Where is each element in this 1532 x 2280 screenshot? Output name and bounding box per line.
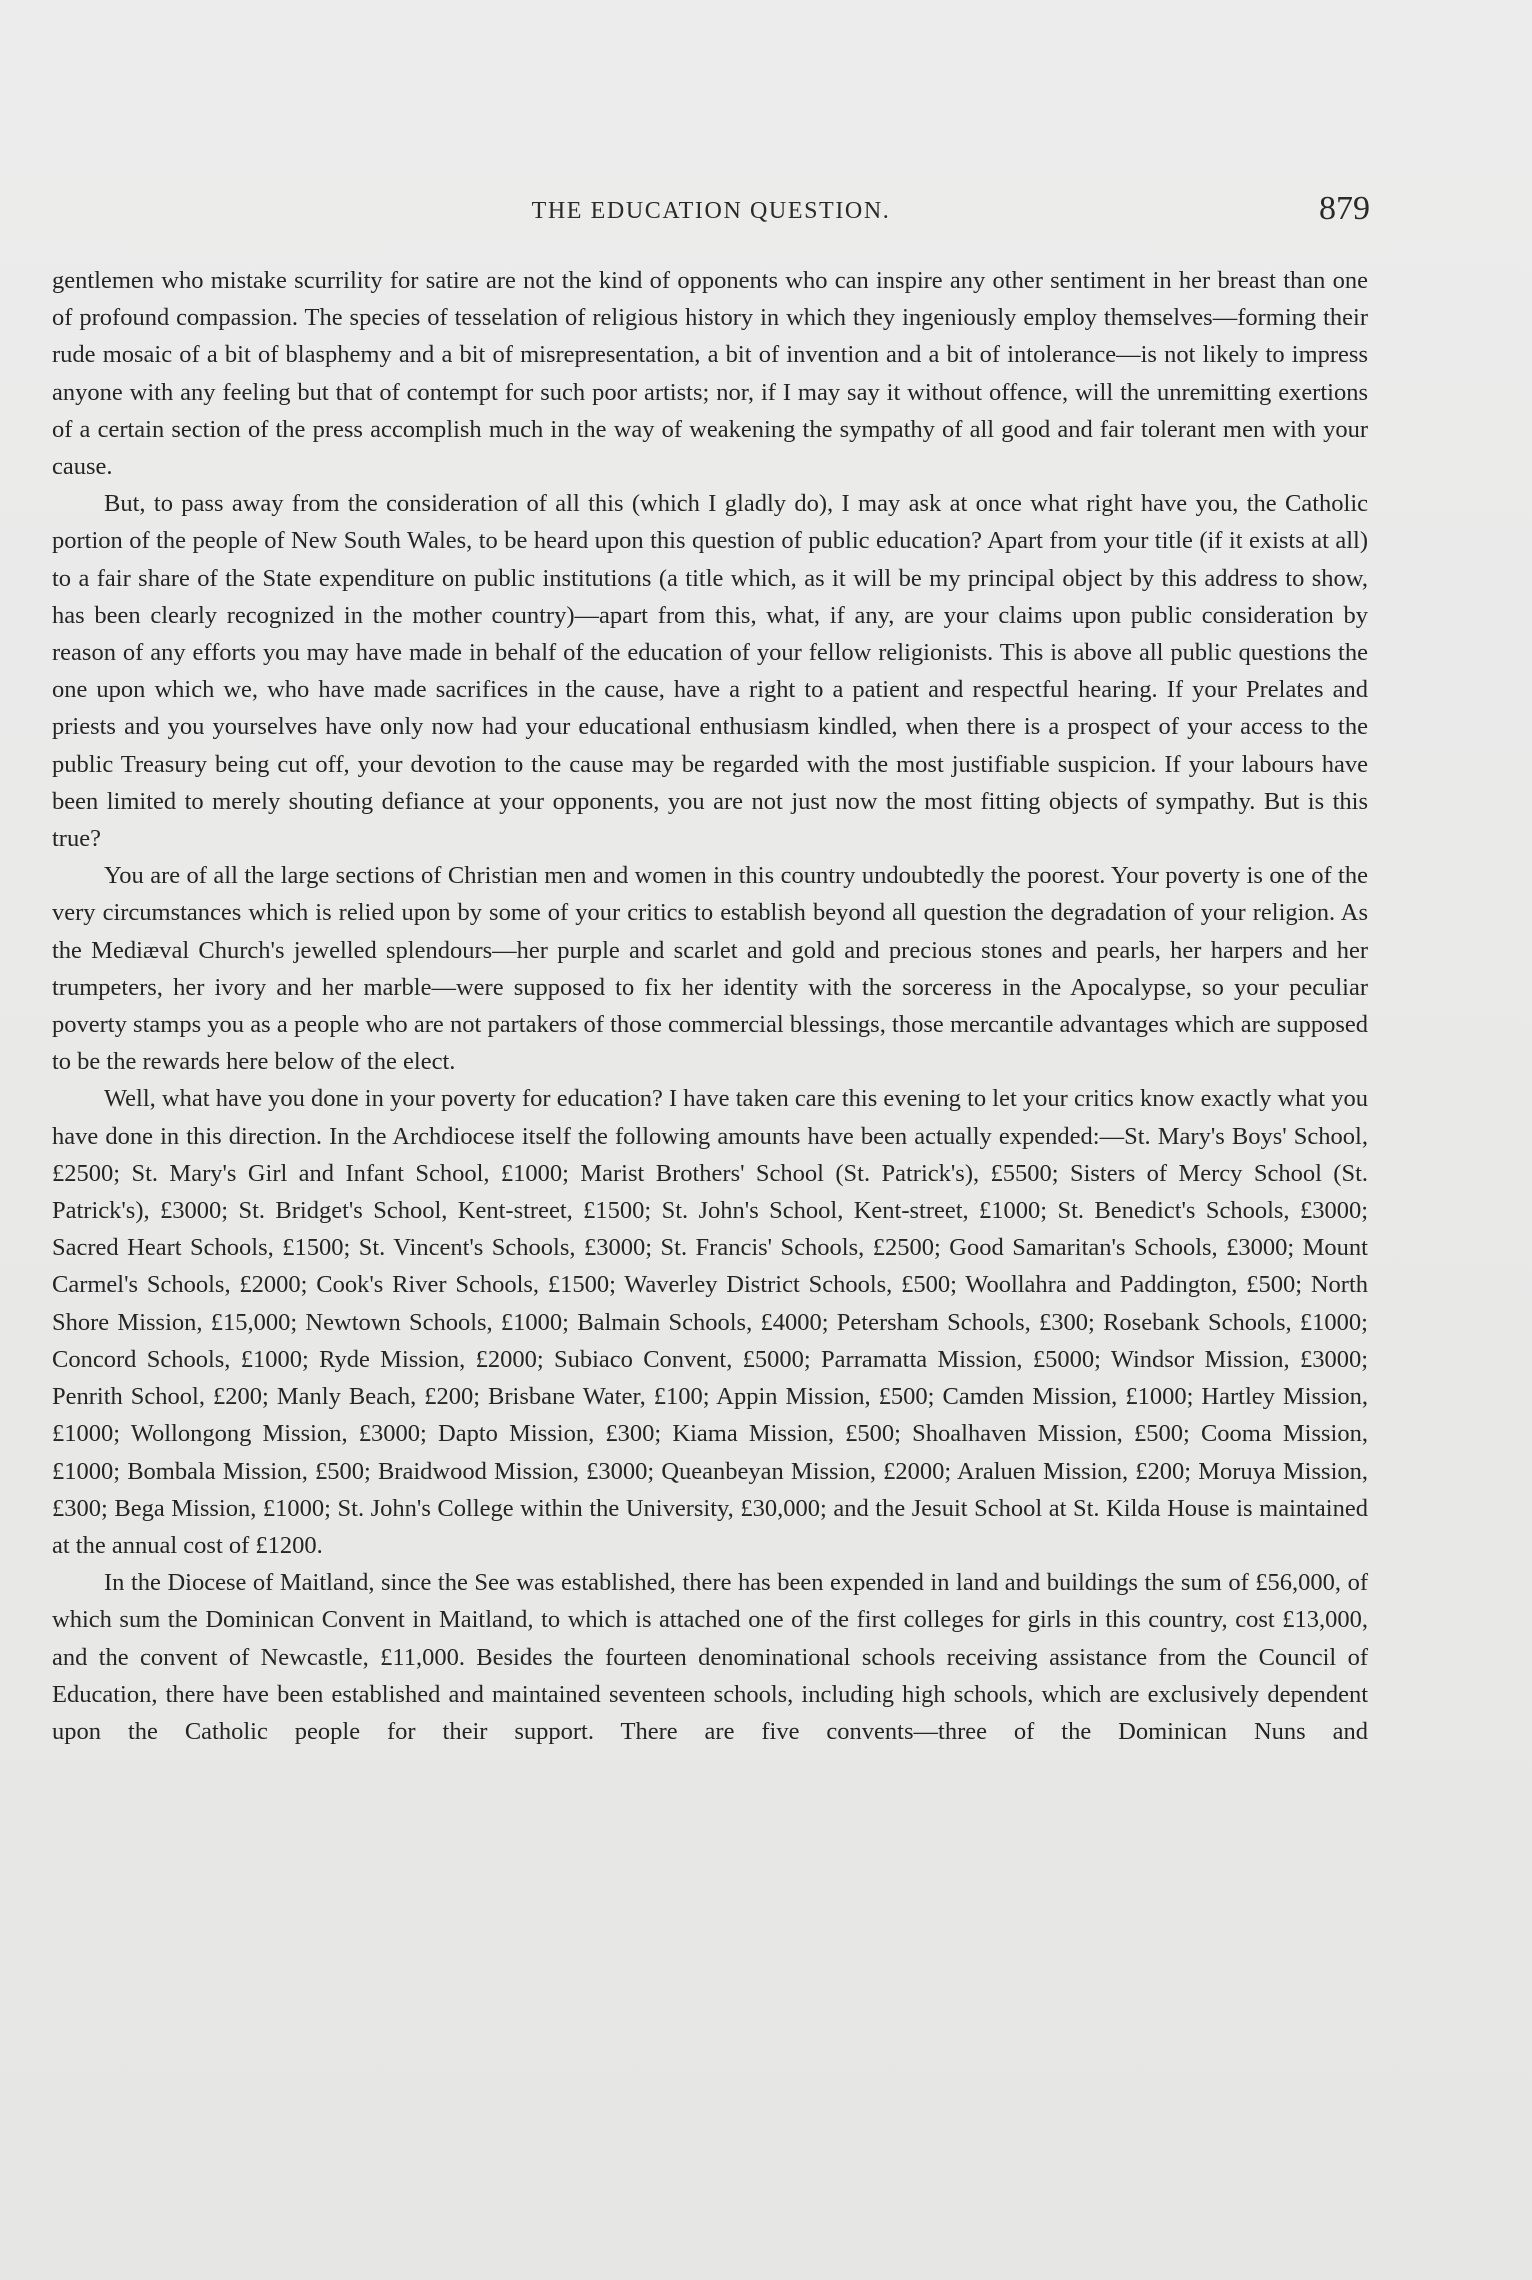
body-text [52,262,1368,1750]
running-head [52,190,1370,234]
paragraph: But, to pass away from the consideration of all this (which I gladly do), I may ask at once what right have you, the Catholic portion of the people of New South Wales, to be heard upon this question of public education? Apart from your title (if it exists at all) to a fair share of the State expenditure on public institutions (a title which, as it will be my principal object by this address to show, has been clearly recognized in the mother country)—apart from this, what, if any, are your claims upon public consideration by reason of any efforts you may have made in behalf of the education of your fellow religionists. This is above all public questions the one upon which we, who have made sacrifices in the cause, have a right to a patient and respectful hearing. If your Prelates and priests and you yourselves have only now had your educational enthusiasm kindled, when there is a prospect of your access to the public Treasury being cut off, your devotion to the cause may be regarded with the most justifiable suspicion. If your labours have been limited to merely shouting defiance at your opponents, you are not just now the most fitting objects of sympathy. But is this true? [52,490,1368,853]
page-number: 879 [1319,190,1370,227]
paragraph: Well, what have you done in your poverty for education? I have taken care this evening to let your critics know exactly what you have done in this direction. In the Archdiocese itself the following amounts have been actually expended:—St. Mary's Boys' School, £2500; St. Mary's Girl and Infant School, £1000; Marist Brothers' School (St. Patrick's), £5500; Sisters of Mercy School (St. Patrick's), £3000; St. Bridget's School, Kent-street, £1500; St. John's School, Kent-street, £1000; St. Benedict's Schools, £3000; Sacred Heart Schools, £1500; St. Vincent's Schools, £3000; St. Francis' Schools, £2500; Good Samaritan's Schools, £3000; Mount Carmel's Schools, £2000; Cook's River Schools, £1500; Waverley District Schools, £500; Woollahra and Paddington, £500; North Shore Mission, £15,000; Newtown Schools, £1000; Balmain Schools, £4000; Petersham Schools, £300; Rosebank Schools, £1000; Concord Schools, £1000; Ryde Mission, £2000; Subiaco Convent, £5000; Parramatta Mission, £5000; Windsor Mission, £3000; Penrith School, £200; Manly Beach, £200; Brisbane Water, £100; Appin Mission, £500; Camden Mission, £1000; Hartley Mission, £1000; Wollongong Mission, £3000; Dapto Mission, £300; Kiama Mission, £500; Shoalhaven Mission, £500; Cooma Mission, £1000; Bombala Mission, £500; Braidwood Mission, £3000; Queanbeyan Mission, £2000; Araluen Mission, £200; Moruya Mission, £300; Bega Mission, £1000; St. John's College within the University, £30,000; and the Jesuit School at St. Kilda House is maintained at the annual cost of £1200. [52,1085,1368,1559]
paragraph: In the Diocese of Maitland, since the See was established, there has been expended in land and buildings the sum of £56,000, of which sum the Dominican Convent in Maitland, to which is attached one of the first colleges for girls in this country, cost £13,000, and the convent of Newcastle, £11,000. Besides the fourteen denominational schools receiving assistance from the Council of Education, there have been established and maintained seventeen schools, including high schools, which are exclusively dependent upon the Catholic people for their support. There are five convents—three of the Dominican Nuns and [52,1569,1368,1745]
paragraph: You are of all the large sections of Christian men and women in this country undoubtedly the poorest. Your poverty is one of the very circumstances which is relied upon by some of your critics to establish beyond all question the degradation of your religion. As the Mediæval Church's jewelled splendours—her purple and scarlet and gold and precious stones and pearls, her harpers and her trumpeters, her ivory and her marble—were supposed to fix her identity with the sorceress in the Apocalypse, so your peculiar poverty stamps you as a people who are not partakers of those commercial blessings, those mercantile advantages which are supposed to be the rewards here below of the elect. [52,862,1368,1076]
running-title: THE EDUCATION QUESTION. [531,198,891,224]
paragraph-continuation: gentlemen who mistake scurrility for satire are not the kind of opponents who can inspire any other sentiment in her breast than one of profound compassion. The species of tesselation of religious history in which they ingeniously employ themselves—forming their rude mosaic of a bit of blasphemy and a bit of misrepresentation, a bit of invention and a bit of intolerance—is not likely to impress anyone with any feeling but that of contempt for such poor artists; nor, if I may say it without offence, will the unremitting exertions of a certain section of the press accomplish much in the way of weakening the sympathy of all good and fair tolerant men with your cause. [52,267,1368,481]
